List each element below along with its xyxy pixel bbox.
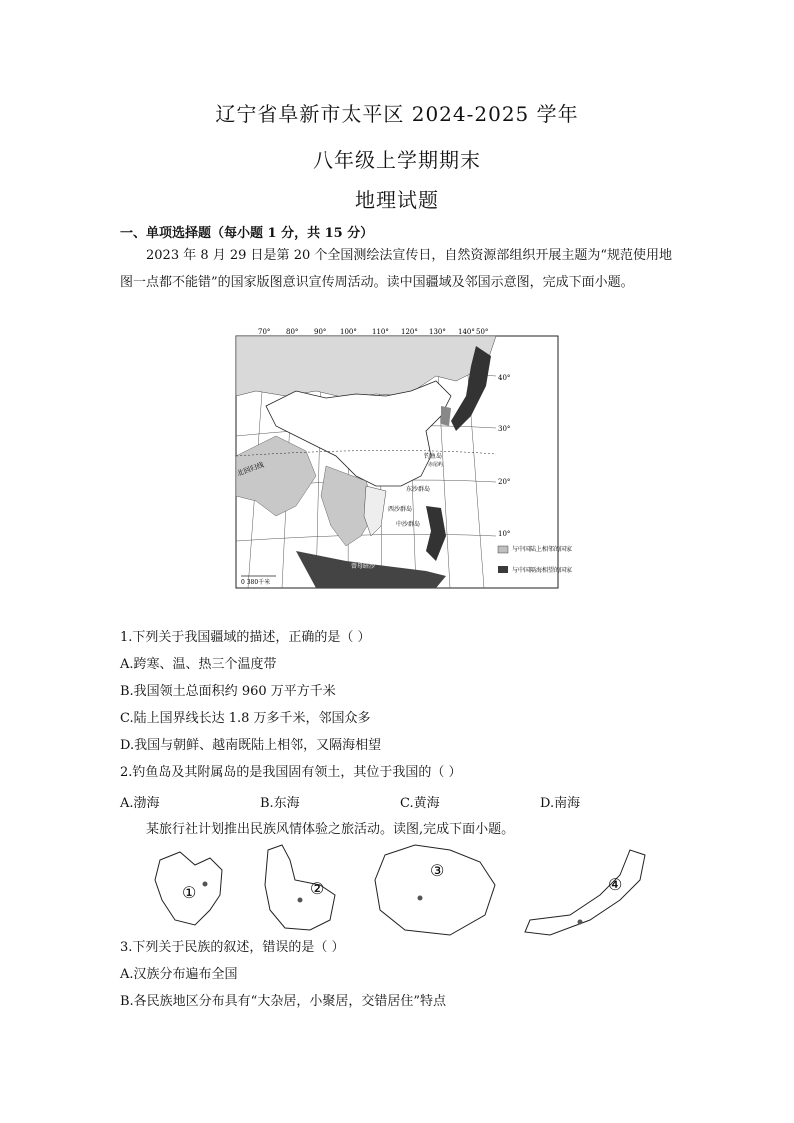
province-label-1: ① xyxy=(182,883,197,902)
q3-option-a: A.汉族分布遍布全国 xyxy=(120,967,238,982)
province-label-3: ③ xyxy=(430,861,445,880)
lon-label: 120° xyxy=(401,328,418,336)
place-label: 中沙群岛 xyxy=(396,521,421,528)
province-label-4: ④ xyxy=(608,875,623,894)
legend-swatch-sea xyxy=(498,566,508,573)
lon-label: 80° xyxy=(286,328,299,336)
place-label: 东沙群岛 xyxy=(406,486,431,493)
q1-option-d: D.我国与朝鲜、越南既陆上相邻，又隔海相望 xyxy=(120,738,382,753)
q3-stem: 3.下列关于民族的叙述，错误的是（ ） xyxy=(120,940,345,955)
lon-label: 50° xyxy=(476,328,489,336)
q2-option-c: C.黄海 xyxy=(400,796,440,811)
province-shape-4 xyxy=(525,850,645,935)
lat-label: 30° xyxy=(498,425,511,433)
place-label: 南沙群岛 xyxy=(351,555,376,562)
lat-label: 40° xyxy=(498,374,511,382)
q2-option-d: D.南海 xyxy=(540,796,581,811)
lon-label: 90° xyxy=(314,328,327,336)
q2-options xyxy=(120,792,680,811)
province-shape-2 xyxy=(265,845,335,930)
legend-label-land: 与中国陆上相邻的国家 xyxy=(512,546,573,553)
q1-option-b: B.我国领土总面积约 960 万平方千米 xyxy=(120,684,336,699)
province-shape-3 xyxy=(375,845,495,935)
tropic-label: 北回归线 xyxy=(235,460,265,478)
lon-label: 110° xyxy=(372,328,389,336)
place-label: 曾母暗沙 xyxy=(351,563,376,570)
province-shapes-figure xyxy=(150,840,650,950)
exam-title-line2: 八年级上学期期末 xyxy=(313,148,481,172)
lon-label: 100° xyxy=(340,328,357,336)
china-territory-map xyxy=(235,328,573,588)
exam-title-line1: 辽宁省阜新市太平区 2024-2025 学年 xyxy=(215,102,579,126)
q1-stem: 1.下列关于我国疆域的描述，正确的是（ ） xyxy=(120,630,371,645)
q2-option-a: A.渤海 xyxy=(120,796,160,811)
place-label: 西沙群岛 xyxy=(388,506,413,513)
legend-label-sea: 与中国隔海相望的国家 xyxy=(512,567,573,574)
q2-stem: 2.钓鱼岛及其附属岛的是我国固有领土，其位于我国的（ ） xyxy=(120,765,462,780)
legend-swatch-land xyxy=(498,546,508,553)
lat-label: 20° xyxy=(498,478,511,486)
province-label-2: ② xyxy=(310,879,325,898)
place-label: 赤尾屿 xyxy=(428,462,444,468)
lat-label: 10° xyxy=(498,530,511,538)
place-label: 钓鱼岛 xyxy=(424,453,443,460)
q3-option-b: B.各民族地区分布具有“大杂居，小聚居，交错居住”特点 xyxy=(120,994,446,1009)
scale-label: 0 380千米 xyxy=(241,579,271,586)
q1-option-a: A.跨寒、温、热三个温度带 xyxy=(120,657,277,672)
exam-title-line3: 地理试题 xyxy=(355,188,439,212)
lon-label: 70° xyxy=(258,328,271,336)
section-heading: 一、单项选择题（每小题 1 分，共 15 分） xyxy=(120,226,374,241)
intro-paragraph: 2023 年 8 月 29 日是第 20 个全国测绘法宣传日，自然资源部组织开展主题为“规范使用地图一点都不能错”的国家版图意识宣传周活动。读中国疆域及邻国示意图，完成下面小题。 xyxy=(120,248,673,290)
section2-intro: 某旅行社计划推出民族风情体验之旅活动。读图,完成下面小题。 xyxy=(146,822,515,837)
q2-option-b: B.东海 xyxy=(260,796,300,811)
q1-option-c: C.陆上国界线长达 1.8 万多千米，邻国众多 xyxy=(120,711,371,726)
lon-label: 140° xyxy=(458,328,475,336)
lon-label: 130° xyxy=(429,328,446,336)
